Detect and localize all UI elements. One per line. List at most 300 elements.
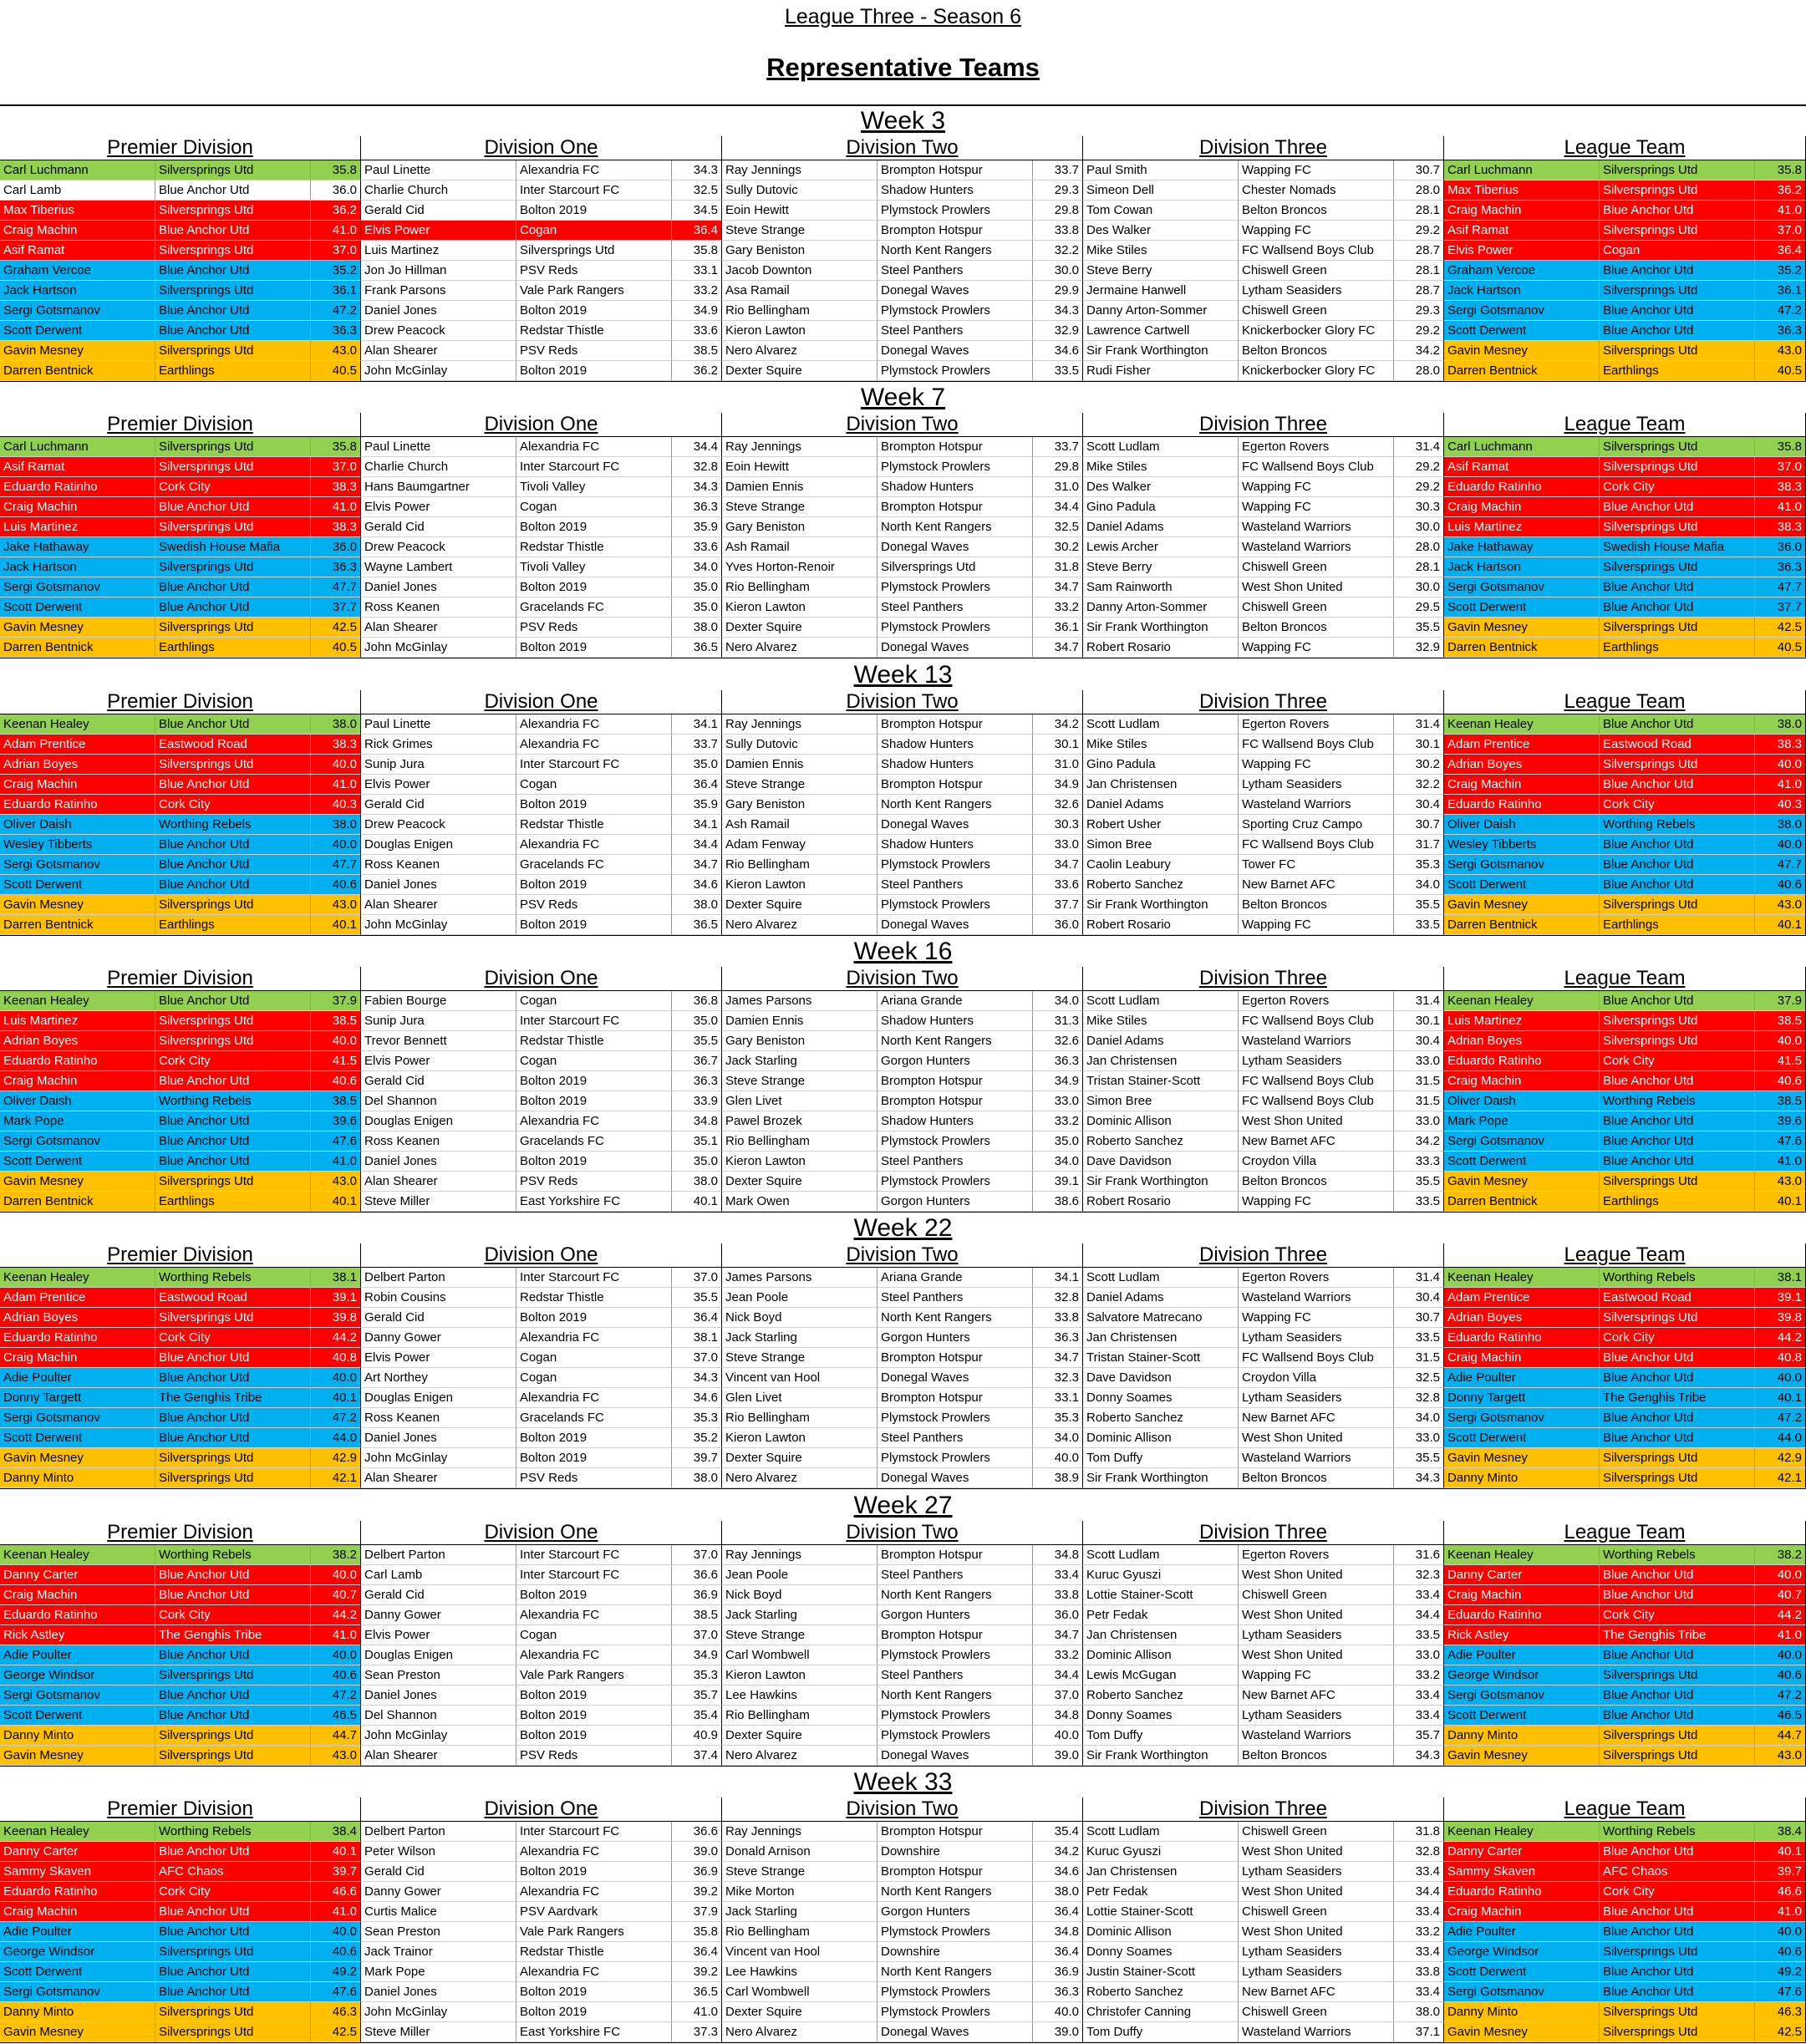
division-three-player-rating: 32.8 [1394,1842,1444,1862]
division-two-player-name: Rio Bellingham [722,1922,878,1942]
league-team-club-name: Earthlings [1600,638,1755,658]
division-three-club-name: Chiswell Green [1239,597,1394,618]
league-team-player-rating: 41.0 [1755,775,1806,795]
premier-division-player-name: Eduardo Ratinho [0,1882,155,1902]
division-three-club-name: Chiswell Green [1239,557,1394,577]
division-three-player-name: Justin Stainer-Scott [1083,1962,1239,1982]
premier-division-club-name: Blue Anchor Utd [155,1842,311,1862]
table-row [0,775,1806,795]
premier-division-player-name: Carl Lamb [0,181,155,201]
premier-division-player-rating: 40.0 [311,835,361,855]
division-two-player-rating: 34.1 [1033,1268,1083,1288]
division-one-club-name: Alexandria FC [516,714,672,735]
league-team-player-name: Keenan Healey [1444,1545,1600,1565]
league-team-player-rating: 36.4 [1755,241,1806,261]
division-three-club-name: Wasteland Warriors [1239,517,1394,537]
division-header-division-one: Division One [361,136,722,160]
division-two-club-name: Shadow Hunters [878,755,1033,775]
league-team-player-name: Craig Machin [1444,1585,1600,1605]
division-two-club-name: Steel Panthers [878,1565,1033,1585]
league-team-player-rating: 37.0 [1755,457,1806,477]
division-two-club-name: Shadow Hunters [878,735,1033,755]
division-two-club-name: Steel Panthers [878,1665,1033,1686]
division-two-player-rating: 29.3 [1033,181,1083,201]
division-two-player-name: Kieron Lawton [722,875,878,895]
premier-division-player-name: Donny Targett [0,1388,155,1408]
division-one-player-name: Sean Preston [361,1665,516,1686]
premier-division-club-name: Cork City [155,1882,311,1902]
division-three-player-rating: 30.1 [1394,735,1444,755]
division-two-player-name: Carl Wombwell [722,1645,878,1665]
league-team-club-name: The Genghis Tribe [1600,1388,1755,1408]
league-team-club-name: Silversprings Utd [1600,1665,1755,1686]
premier-division-club-name: Cork City [155,1328,311,1348]
division-two-player-name: Rio Bellingham [722,577,878,597]
premier-division-player-name: Adrian Boyes [0,755,155,775]
division-two-club-name: Plymstock Prowlers [878,895,1033,915]
division-three-club-name: Belton Broncos [1239,1468,1394,1488]
division-one-player-name: Curtis Malice [361,1902,516,1922]
league-team-player-name: Asif Ramat [1444,457,1600,477]
division-two-club-name: Donegal Waves [878,2022,1033,2042]
division-two-player-rating: 35.4 [1033,1822,1083,1842]
premier-division-player-name: Sergi Gotsmanov [0,301,155,321]
division-one-club-name: Gracelands FC [516,1131,672,1152]
league-team-player-rating: 40.6 [1755,1665,1806,1686]
league-team-club-name: Blue Anchor Utd [1600,991,1755,1011]
division-one-player-rating: 34.4 [672,835,722,855]
division-three-player-rating: 34.0 [1394,1408,1444,1428]
division-two-club-name: Brompton Hotspur [878,1822,1033,1842]
premier-division-player-name: Sergi Gotsmanov [0,1686,155,1706]
league-team-club-name: Silversprings Utd [1600,457,1755,477]
division-one-club-name: Bolton 2019 [516,1091,672,1111]
division-one-player-rating: 34.3 [672,160,722,181]
premier-division-club-name: Silversprings Utd [155,1746,311,1766]
league-team-club-name: Silversprings Utd [1600,2022,1755,2042]
division-two-player-rating: 33.1 [1033,1388,1083,1408]
league-team-player-name: Luis Martinez [1444,1011,1600,1031]
table-row [0,221,1806,241]
premier-division-club-name: The Genghis Tribe [155,1625,311,1645]
league-team-club-name: Worthing Rebels [1600,815,1755,835]
league-team-player-rating: 35.8 [1755,160,1806,181]
division-one-player-rating: 35.9 [672,795,722,815]
division-three-club-name: Wapping FC [1239,1308,1394,1328]
division-three-club-name: Lytham Seasiders [1239,1051,1394,1071]
premier-division-player-name: Darren Bentnick [0,638,155,658]
division-three-club-name: FC Wallsend Boys Club [1239,1091,1394,1111]
division-one-club-name: Redstar Thistle [516,537,672,557]
division-two-club-name: Steel Panthers [878,1428,1033,1448]
division-three-club-name: Lytham Seasiders [1239,1328,1394,1348]
table-row [0,437,1806,457]
division-two-player-name: Rio Bellingham [722,1131,878,1152]
division-one-player-name: John McGinlay [361,2002,516,2022]
league-team-player-rating: 47.2 [1755,301,1806,321]
premier-division-player-name: Jake Hathaway [0,537,155,557]
division-one-player-rating: 35.3 [672,1408,722,1428]
premier-division-club-name: Silversprings Utd [155,1011,311,1031]
division-two-club-name: Plymstock Prowlers [878,1706,1033,1726]
division-one-player-rating: 38.5 [672,1605,722,1625]
division-two-player-name: Glen Livet [722,1388,878,1408]
premier-division-player-name: Keenan Healey [0,1268,155,1288]
division-two-player-rating: 29.9 [1033,281,1083,301]
division-two-club-name: Plymstock Prowlers [878,2002,1033,2022]
division-one-club-name: PSV Aardvark [516,1902,672,1922]
premier-division-player-rating: 40.0 [311,1565,361,1585]
division-three-player-name: Robert Rosario [1083,915,1239,935]
league-team-club-name: Cork City [1600,1328,1755,1348]
table-row [0,1328,1806,1348]
division-one-club-name: Alexandria FC [516,1388,672,1408]
division-two-player-rating: 35.3 [1033,1408,1083,1428]
division-one-player-name: Frank Parsons [361,281,516,301]
league-team-player-rating: 40.1 [1755,915,1806,935]
table-row [0,1665,1806,1686]
division-three-player-rating: 28.7 [1394,281,1444,301]
league-team-player-name: Gavin Mesney [1444,1448,1600,1468]
division-one-player-rating: 35.4 [672,1706,722,1726]
division-three-player-rating: 33.0 [1394,1111,1444,1131]
premier-division-player-name: Danny Minto [0,1468,155,1488]
table-row [0,1942,1806,1962]
table-row [0,895,1806,915]
premier-division-player-rating: 46.5 [311,1706,361,1726]
league-team-player-rating: 38.3 [1755,517,1806,537]
premier-division-club-name: Worthing Rebels [155,1545,311,1565]
division-one-player-name: Douglas Enigen [361,1388,516,1408]
division-two-club-name: North Kent Rangers [878,517,1033,537]
division-header-league-team: League Team [1444,1797,1806,1821]
division-two-player-rating: 32.6 [1033,795,1083,815]
division-two-player-rating: 32.5 [1033,517,1083,537]
division-one-club-name: Bolton 2019 [516,1862,672,1882]
division-one-club-name: Cogan [516,1625,672,1645]
division-one-player-name: Daniel Jones [361,301,516,321]
division-two-club-name: Downshire [878,1942,1033,1962]
division-two-player-name: Lee Hawkins [722,1686,878,1706]
league-team-player-name: Gavin Mesney [1444,1172,1600,1192]
division-two-player-name: Eoin Hewitt [722,201,878,221]
division-three-player-name: Donny Soames [1083,1706,1239,1726]
premier-division-player-rating: 38.2 [311,1545,361,1565]
division-one-player-name: John McGinlay [361,638,516,658]
league-team-player-name: Eduardo Ratinho [1444,1882,1600,1902]
division-three-club-name: Wasteland Warriors [1239,1288,1394,1308]
division-three-player-name: Jan Christensen [1083,1328,1239,1348]
division-two-club-name: Brompton Hotspur [878,1625,1033,1645]
division-one-player-rating: 37.4 [672,1746,722,1766]
division-three-player-rating: 30.0 [1394,577,1444,597]
division-two-player-rating: 40.0 [1033,2002,1083,2022]
division-one-player-rating: 41.0 [672,2002,722,2022]
week-title: Week 16 [853,937,953,965]
league-team-club-name: Blue Anchor Utd [1600,1902,1755,1922]
division-header-division-three: Division Three [1083,136,1444,160]
league-team-player-name: Craig Machin [1444,1902,1600,1922]
division-one-club-name: Cogan [516,221,672,241]
division-two-player-rating: 34.0 [1033,991,1083,1011]
premier-division-player-name: Keenan Healey [0,714,155,735]
division-two-club-name: Gorgon Hunters [878,1328,1033,1348]
league-team-club-name: Silversprings Utd [1600,437,1755,457]
table-row [0,1288,1806,1308]
division-one-player-name: Alan Shearer [361,341,516,361]
division-three-club-name: Belton Broncos [1239,618,1394,638]
division-three-club-name: Wasteland Warriors [1239,1726,1394,1746]
premier-division-player-rating: 37.7 [311,597,361,618]
league-team-player-rating: 38.4 [1755,1822,1806,1842]
premier-division-player-rating: 40.6 [311,1071,361,1091]
league-team-club-name: Blue Anchor Utd [1600,1706,1755,1726]
league-team-player-name: Donny Targett [1444,1388,1600,1408]
division-three-club-name: Chiswell Green [1239,1822,1394,1842]
league-team-player-rating: 40.1 [1755,1388,1806,1408]
premier-division-club-name: Blue Anchor Utd [155,1111,311,1131]
division-two-club-name: Gorgon Hunters [878,1605,1033,1625]
division-one-player-rating: 35.0 [672,597,722,618]
division-two-player-name: Vincent van Hool [722,1368,878,1388]
league-team-club-name: AFC Chaos [1600,1862,1755,1882]
division-two-player-rating: 39.0 [1033,1746,1083,1766]
division-one-player-name: Del Shannon [361,1706,516,1726]
premier-division-club-name: Cork City [155,477,311,497]
division-three-player-name: Scott Ludlam [1083,1822,1239,1842]
division-one-club-name: PSV Reds [516,618,672,638]
week-title: Week 3 [860,107,946,135]
division-three-player-name: Steve Berry [1083,261,1239,281]
division-three-player-rating: 35.5 [1394,895,1444,915]
division-three-player-rating: 31.4 [1394,1268,1444,1288]
league-team-club-name: Blue Anchor Utd [1600,1408,1755,1428]
division-two-player-rating: 33.0 [1033,1091,1083,1111]
division-one-player-name: Sunip Jura [361,755,516,775]
premier-division-player-name: Eduardo Ratinho [0,477,155,497]
division-three-player-rating: 34.3 [1394,1746,1444,1766]
division-one-player-name: Peter Wilson [361,1842,516,1862]
division-one-club-name: Redstar Thistle [516,1288,672,1308]
table-row [0,1545,1806,1565]
division-three-player-rating: 31.5 [1394,1091,1444,1111]
division-one-player-name: Sean Preston [361,1922,516,1942]
division-one-player-name: Drew Peacock [361,537,516,557]
division-one-player-rating: 34.6 [672,875,722,895]
premier-division-club-name: Earthlings [155,638,311,658]
division-two-club-name: Gorgon Hunters [878,1051,1033,1071]
division-two-club-name: Donegal Waves [878,1746,1033,1766]
premier-division-club-name: Silversprings Utd [155,1308,311,1328]
premier-division-player-name: Craig Machin [0,497,155,517]
division-one-player-name: Art Northey [361,1368,516,1388]
division-one-player-rating: 35.0 [672,1011,722,1031]
division-three-player-rating: 32.8 [1394,1388,1444,1408]
premier-division-player-name: Adie Poulter [0,1645,155,1665]
league-team-club-name: Blue Anchor Utd [1600,201,1755,221]
division-three-player-name: Paul Smith [1083,160,1239,181]
division-one-player-rating: 35.3 [672,1665,722,1686]
division-one-player-name: Elvis Power [361,1348,516,1368]
league-team-player-name: Craig Machin [1444,1348,1600,1368]
division-two-player-name: Ray Jennings [722,714,878,735]
division-two-club-name: Donegal Waves [878,638,1033,658]
division-one-player-name: Elvis Power [361,1051,516,1071]
division-three-player-rating: 34.3 [1394,1468,1444,1488]
premier-division-player-rating: 36.1 [311,281,361,301]
division-three-club-name: Wapping FC [1239,638,1394,658]
division-three-player-name: Christofer Canning [1083,2002,1239,2022]
premier-division-player-rating: 41.0 [311,775,361,795]
premier-division-club-name: Silversprings Utd [155,618,311,638]
division-one-club-name: PSV Reds [516,1746,672,1766]
premier-division-club-name: Blue Anchor Utd [155,1902,311,1922]
table-row [0,1746,1806,1766]
premier-division-player-name: Craig Machin [0,1348,155,1368]
league-team-player-name: Sergi Gotsmanov [1444,1131,1600,1152]
league-team-player-name: Darren Bentnick [1444,361,1600,381]
premier-division-player-name: George Windsor [0,1665,155,1686]
premier-division-player-name: Gavin Mesney [0,618,155,638]
league-team-player-rating: 39.1 [1755,1288,1806,1308]
premier-division-club-name: Blue Anchor Utd [155,301,311,321]
division-one-player-name: Elvis Power [361,221,516,241]
division-one-player-rating: 36.9 [672,1585,722,1605]
division-two-player-name: Ray Jennings [722,160,878,181]
premier-division-club-name: Cork City [155,1605,311,1625]
division-three-club-name: Wapping FC [1239,915,1394,935]
table-row [0,1862,1806,1882]
league-team-player-rating: 40.1 [1755,1842,1806,1862]
league-team-player-name: Keenan Healey [1444,714,1600,735]
division-two-club-name: Shadow Hunters [878,1011,1033,1031]
premier-division-club-name: Silversprings Utd [155,1031,311,1051]
division-header-division-one: Division One [361,413,722,436]
division-one-player-name: Ross Keanen [361,1131,516,1152]
division-header-division-three: Division Three [1083,967,1444,990]
premier-division-player-name: Rick Astley [0,1625,155,1645]
league-team-player-name: Eduardo Ratinho [1444,1051,1600,1071]
league-team-player-name: Scott Derwent [1444,1152,1600,1172]
division-three-club-name: Wasteland Warriors [1239,537,1394,557]
league-team-player-name: Asif Ramat [1444,221,1600,241]
league-team-club-name: Silversprings Utd [1600,618,1755,638]
division-one-player-name: Ross Keanen [361,597,516,618]
division-three-player-rating: 31.4 [1394,437,1444,457]
division-three-player-name: Roberto Sanchez [1083,1686,1239,1706]
division-two-player-name: Pawel Brozek [722,1111,878,1131]
division-two-player-name: Rio Bellingham [722,301,878,321]
division-one-player-name: John McGinlay [361,915,516,935]
division-two-player-rating: 35.0 [1033,1131,1083,1152]
division-one-player-name: Elvis Power [361,497,516,517]
division-two-player-rating: 30.0 [1033,261,1083,281]
league-team-player-name: Darren Bentnick [1444,915,1600,935]
league-team-player-name: Danny Carter [1444,1565,1600,1585]
division-two-player-rating: 33.6 [1033,875,1083,895]
table-row [0,1605,1806,1625]
division-one-player-name: Drew Peacock [361,321,516,341]
division-two-player-name: Jean Poole [722,1288,878,1308]
division-two-player-rating: 34.8 [1033,1922,1083,1942]
table-row [0,1152,1806,1172]
league-team-player-rating: 41.0 [1755,1625,1806,1645]
division-two-player-rating: 34.0 [1033,1152,1083,1172]
division-two-club-name: Silversprings Utd [878,557,1033,577]
division-two-club-name: North Kent Rangers [878,1585,1033,1605]
division-three-club-name: New Barnet AFC [1239,1131,1394,1152]
week-grid [0,1822,1806,2043]
division-one-player-rating: 36.6 [672,1565,722,1585]
premier-division-club-name: Worthing Rebels [155,1268,311,1288]
league-team-player-name: Adie Poulter [1444,1645,1600,1665]
league-team-player-name: Adam Prentice [1444,735,1600,755]
premier-division-club-name: Blue Anchor Utd [155,1565,311,1585]
division-three-player-rating: 34.0 [1394,875,1444,895]
division-three-player-name: Jan Christensen [1083,775,1239,795]
division-two-player-rating: 34.8 [1033,1706,1083,1726]
division-header-row [0,413,1806,437]
division-one-player-name: Hans Baumgartner [361,477,516,497]
division-three-player-rating: 30.7 [1394,815,1444,835]
premier-division-player-name: Scott Derwent [0,1962,155,1982]
premier-division-club-name: Blue Anchor Utd [155,1408,311,1428]
premier-division-player-rating: 44.2 [311,1605,361,1625]
division-one-player-rating: 34.9 [672,301,722,321]
premier-division-player-name: Oliver Daish [0,1091,155,1111]
division-two-club-name: Shadow Hunters [878,1111,1033,1131]
division-three-player-name: Sir Frank Worthington [1083,895,1239,915]
division-one-player-name: Alan Shearer [361,1746,516,1766]
league-team-player-rating: 36.0 [1755,537,1806,557]
premier-division-player-rating: 36.2 [311,201,361,221]
league-team-club-name: Silversprings Utd [1600,895,1755,915]
division-one-club-name: Bolton 2019 [516,1152,672,1172]
division-three-player-rating: 31.6 [1394,1545,1444,1565]
league-team-player-rating: 49.2 [1755,1962,1806,1982]
division-two-player-name: Sully Dutovic [722,181,878,201]
division-two-club-name: Plymstock Prowlers [878,1172,1033,1192]
division-two-player-name: Gary Beniston [722,795,878,815]
league-team-club-name: Worthing Rebels [1600,1545,1755,1565]
division-one-player-rating: 35.5 [672,1288,722,1308]
division-three-player-rating: 28.1 [1394,557,1444,577]
division-three-club-name: Chiswell Green [1239,261,1394,281]
premier-division-player-rating: 42.5 [311,618,361,638]
division-one-player-name: Danny Gower [361,1328,516,1348]
division-two-player-rating: 40.0 [1033,1448,1083,1468]
premier-division-club-name: Blue Anchor Utd [155,855,311,875]
league-team-player-rating: 40.3 [1755,795,1806,815]
division-two-club-name: Brompton Hotspur [878,775,1033,795]
league-team-player-name: Adie Poulter [1444,1368,1600,1388]
division-two-player-name: Mark Owen [722,1192,878,1212]
division-three-player-name: Des Walker [1083,221,1239,241]
premier-division-player-rating: 40.1 [311,1192,361,1212]
league-team-player-name: Luis Martinez [1444,517,1600,537]
premier-division-player-rating: 36.0 [311,537,361,557]
premier-division-club-name: Eastwood Road [155,1288,311,1308]
division-one-player-rating: 35.0 [672,1152,722,1172]
division-one-club-name: Vale Park Rangers [516,1665,672,1686]
division-two-player-rating: 33.7 [1033,160,1083,181]
division-three-club-name: West Shon United [1239,1565,1394,1585]
division-header-division-two: Division Two [722,413,1083,436]
division-three-club-name: Croydon Villa [1239,1152,1394,1172]
league-team-player-name: Scott Derwent [1444,597,1600,618]
division-three-player-name: Des Walker [1083,477,1239,497]
premier-division-club-name: Silversprings Utd [155,517,311,537]
